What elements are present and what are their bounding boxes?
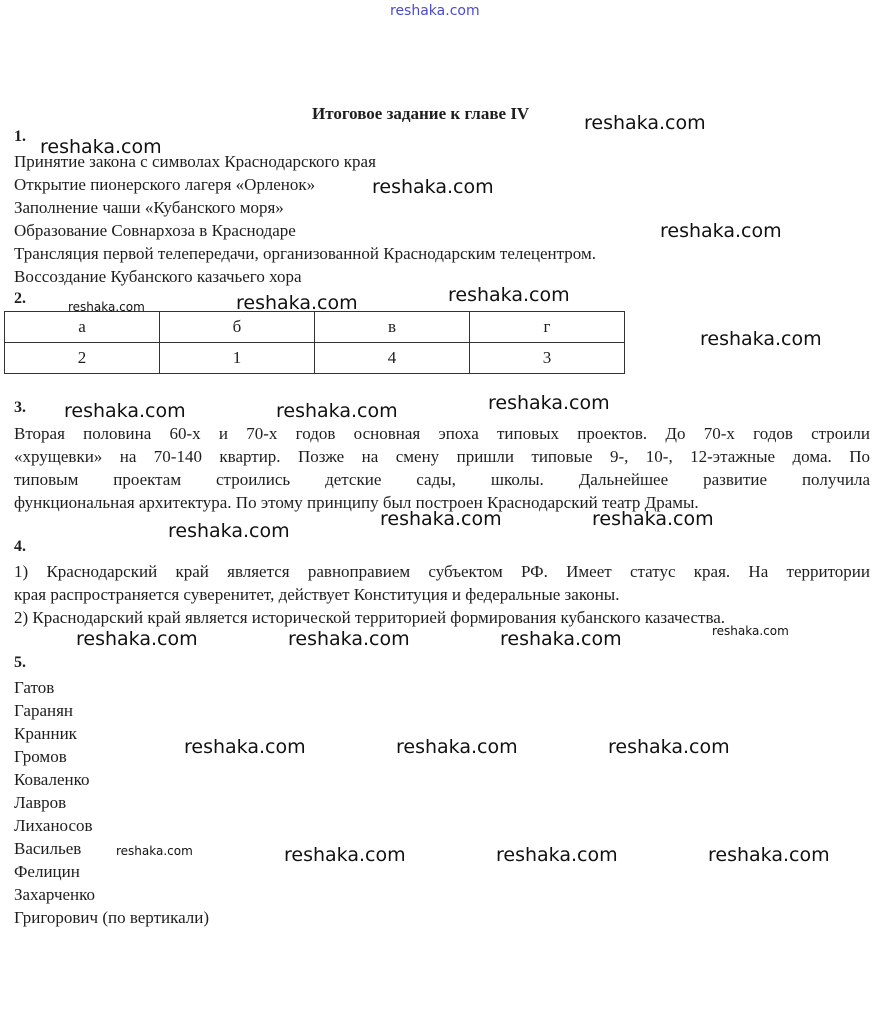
watermark: reshaka.com — [448, 284, 570, 306]
section-5-number: 5. — [14, 654, 26, 671]
watermark: reshaka.com — [700, 328, 822, 350]
watermark: reshaka.com — [236, 292, 358, 314]
section-1-line: Образование Совнархоза в Краснодаре — [14, 221, 296, 240]
watermark: reshaka.com — [608, 736, 730, 758]
watermark: reshaka.com — [372, 176, 494, 198]
watermark-top[interactable]: reshaka.com — [390, 3, 480, 19]
watermark: reshaka.com — [500, 628, 622, 650]
section-1-line: Открытие пионерского лагеря «Орленок» — [14, 175, 316, 194]
watermark: reshaka.com — [592, 508, 714, 530]
watermark: reshaka.com — [168, 520, 290, 542]
section-1-line: Воссоздание Кубанского казачьего хора — [14, 267, 302, 286]
table-cell: 4 — [315, 343, 470, 374]
section-3-line: «хрущевки» на 70-140 квартир. Позже на смену пришли типовые 9-, 10-, 12-этажные дома. По — [14, 447, 870, 466]
section-3-line: типовым проектам строились детские сады, школы. Дальнейшее развитие получила — [14, 470, 870, 489]
watermark: reshaka.com — [288, 628, 410, 650]
section-3-line: Вторая половина 60-х и 70-х годов основная эпоха типовых проектов. До 70-х годов строили — [14, 424, 870, 443]
watermark: reshaka.com — [584, 112, 706, 134]
watermark: reshaka.com — [712, 624, 789, 638]
watermark: reshaka.com — [496, 844, 618, 866]
watermark: reshaka.com — [660, 220, 782, 242]
watermark: reshaka.com — [64, 400, 186, 422]
section-3-line: функциональная архитектура. По этому принципу был построен Краснодарский театр Драмы. — [14, 493, 699, 512]
answer-table — [4, 311, 625, 374]
name-list-item: Васильев — [14, 839, 82, 858]
section-2-number: 2. — [14, 290, 26, 307]
name-list-item: Гаранян — [14, 701, 74, 720]
name-list-item: Лиханосов — [14, 816, 93, 835]
section-4-line: 2) Краснодарский край является исторической территорией формирования кубанского казачества. — [14, 608, 726, 627]
table-cell: 2 — [5, 343, 160, 374]
page-title: Итоговое задание к главе IV — [312, 104, 530, 123]
table-row — [5, 343, 625, 374]
watermark: reshaka.com — [116, 844, 193, 858]
name-list-item: Кранник — [14, 724, 77, 743]
watermark: reshaka.com — [708, 844, 830, 866]
name-list-item: Лавров — [14, 793, 67, 812]
section-1-line: Принятие закона с символах Краснодарского края — [14, 152, 376, 171]
section-4-line: 1) Краснодарский край является равноправием субъектом РФ. Имеет статус края. На территории — [14, 562, 870, 581]
watermark: reshaka.com — [184, 736, 306, 758]
name-list-item: Коваленко — [14, 770, 90, 789]
watermark: reshaka.com — [284, 844, 406, 866]
watermark: reshaka.com — [40, 136, 162, 158]
table-header-row — [5, 312, 625, 343]
section-1-line: Заполнение чаши «Кубанского моря» — [14, 198, 284, 217]
table-header-cell: а — [5, 312, 160, 343]
section-1-number: 1. — [14, 128, 26, 145]
section-4-line: края распространяется суверенитет, действует Конституция и федеральные законы. — [14, 585, 620, 604]
name-list-item: Григорович (по вертикали) — [14, 908, 210, 927]
watermark: reshaka.com — [396, 736, 518, 758]
name-list-item: Громов — [14, 747, 67, 766]
name-list-item: Фелицин — [14, 862, 80, 881]
table-cell: 1 — [160, 343, 315, 374]
name-list-item: Захарченко — [14, 885, 96, 904]
table-cell: 3 — [470, 343, 625, 374]
section-1-line: Трансляция первой телепередачи, организованной Краснодарским телецентром. — [14, 244, 596, 263]
watermark: reshaka.com — [276, 400, 398, 422]
table-header-cell: б — [160, 312, 315, 343]
watermark: reshaka.com — [488, 392, 610, 414]
watermark: reshaka.com — [380, 508, 502, 530]
section-4-number: 4. — [14, 538, 26, 555]
table-header-cell: г — [470, 312, 625, 343]
watermark: reshaka.com — [68, 300, 145, 314]
watermark: reshaka.com — [76, 628, 198, 650]
table-header-cell: в — [315, 312, 470, 343]
name-list-item: Гатов — [14, 678, 55, 697]
section-3-number: 3. — [14, 399, 26, 416]
